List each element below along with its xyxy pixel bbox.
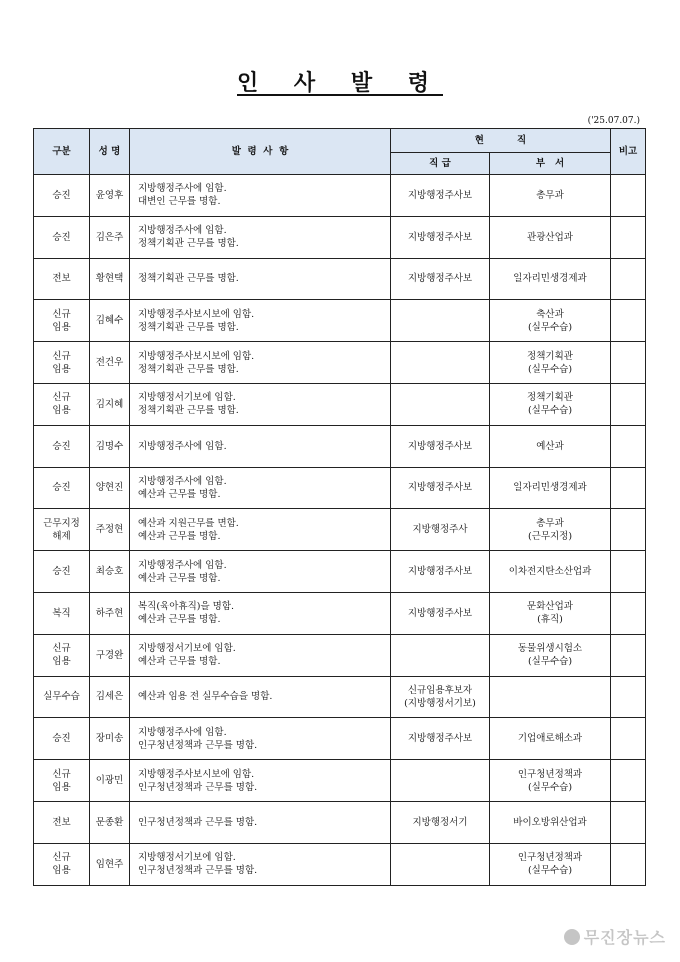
note-cell (611, 383, 646, 425)
note-cell (611, 425, 646, 467)
category-cell: 신규 임용 (34, 634, 90, 676)
department-line: 총무과 (536, 189, 564, 201)
department-cell (490, 509, 611, 551)
order-line: 인구청년정책과 근무를 명함. (138, 865, 258, 877)
rank-cell (391, 300, 490, 342)
name-cell: 전건우 (90, 342, 130, 384)
department-cell (490, 300, 611, 342)
order-line: 지방행정서기보에 임함. (138, 643, 236, 655)
rank-cell (391, 551, 490, 593)
header-department: 부 서 (490, 153, 611, 175)
note-cell (611, 342, 646, 384)
note-cell (611, 760, 646, 802)
department-line: (휴직) (537, 614, 563, 626)
table-row (34, 383, 646, 425)
category-cell: 승진 (34, 425, 90, 467)
rank-line: 지방행정주사보 (407, 440, 473, 452)
department-line: 정책기획관 (527, 350, 573, 362)
note-cell (611, 592, 646, 634)
note-cell (611, 843, 646, 885)
table-row (34, 216, 646, 258)
rank-cell (391, 760, 490, 802)
department-cell (490, 843, 611, 885)
header-rank: 직 급 (391, 153, 490, 175)
order-line: 예산과 임용 전 실무수습을 명함. (138, 691, 273, 703)
order-line: 지방행정주사에 임함. (138, 440, 227, 452)
order-cell (130, 383, 391, 425)
order-cell (130, 175, 391, 217)
department-line: 축산과 (536, 308, 564, 320)
rank-cell (391, 592, 490, 634)
name-cell: 김명수 (90, 425, 130, 467)
table-row (34, 258, 646, 300)
name-cell: 임현주 (90, 843, 130, 885)
category-cell: 승진 (34, 467, 90, 509)
department-line: (실무수습) (527, 405, 573, 417)
order-line: 예산과 근무를 명함. (138, 614, 221, 626)
order-line: 지방행정주사보시보에 임함. (138, 350, 255, 362)
order-line: 예산과 근무를 명함. (138, 656, 221, 668)
department-line: 일자리민생경제과 (513, 273, 587, 285)
name-cell: 구경완 (90, 634, 130, 676)
category-cell: 신규 임용 (34, 843, 90, 885)
category-cell: 신규 임용 (34, 300, 90, 342)
department-line: 관광산업과 (527, 231, 573, 243)
note-cell (611, 509, 646, 551)
order-cell (130, 509, 391, 551)
category-cell: 승진 (34, 175, 90, 217)
order-cell (130, 258, 391, 300)
department-cell (490, 551, 611, 593)
header-note: 비고 (611, 129, 646, 175)
department-line: 정책기획관 (527, 392, 573, 404)
category-cell: 근무지정 해제 (34, 509, 90, 551)
issue-date: ('25.07.07.) (587, 116, 640, 126)
order-line: 지방행정주사보시보에 임함. (138, 308, 255, 320)
order-line: 예산과 지원근무를 면함. (138, 517, 239, 529)
table-row (34, 509, 646, 551)
order-line: 복직(육아휴직)을 명함. (138, 601, 235, 613)
rank-cell (391, 718, 490, 760)
department-line: 바이오방위산업과 (513, 816, 587, 828)
table-row (34, 634, 646, 676)
table-row (34, 551, 646, 593)
order-line: 정책기획관 근무를 명함. (138, 273, 239, 285)
department-cell (490, 383, 611, 425)
department-line: 문화산업과 (527, 601, 573, 613)
department-cell (490, 801, 611, 843)
table-row (34, 801, 646, 843)
order-line: 정책기획관 근무를 명함. (138, 363, 239, 375)
rank-line: 지방행정주사보 (407, 482, 473, 494)
table-row (34, 592, 646, 634)
name-cell: 최승호 (90, 551, 130, 593)
rank-cell (391, 676, 490, 718)
order-line: 지방행정서기보에 임함. (138, 392, 236, 404)
rank-line: 지방행정서기 (412, 816, 468, 828)
note-cell (611, 300, 646, 342)
watermark-text: 무진장뉴스 (583, 928, 666, 947)
order-cell (130, 718, 391, 760)
department-line: 예산과 (536, 440, 564, 452)
order-cell (130, 467, 391, 509)
order-line: 대변인 근무를 명함. (138, 196, 221, 208)
order-cell (130, 551, 391, 593)
header-name: 성 명 (90, 129, 130, 175)
header-order: 발 령 사 항 (130, 129, 391, 175)
department-line: (실무수습) (527, 781, 573, 793)
table-row (34, 342, 646, 384)
category-cell: 신규 임용 (34, 342, 90, 384)
rank-line: (지방행정서기보) (404, 697, 476, 709)
note-cell (611, 467, 646, 509)
rank-cell (391, 216, 490, 258)
order-cell (130, 300, 391, 342)
department-cell (490, 342, 611, 384)
table-row (34, 760, 646, 802)
department-cell (490, 258, 611, 300)
category-cell: 승진 (34, 718, 90, 760)
note-cell (611, 801, 646, 843)
personnel-order-table (33, 128, 646, 886)
department-cell (490, 216, 611, 258)
department-line: (실무수습) (527, 865, 573, 877)
department-cell (490, 467, 611, 509)
page-title (0, 66, 680, 97)
rank-line: 지방행정주사보 (407, 231, 473, 243)
note-cell (611, 676, 646, 718)
name-cell: 주정현 (90, 509, 130, 551)
department-line: 동물위생시험소 (517, 643, 583, 655)
category-cell: 복직 (34, 592, 90, 634)
department-cell (490, 676, 611, 718)
rank-line: 지방행정주사보 (407, 733, 473, 745)
watermark (564, 925, 666, 948)
name-cell: 김은주 (90, 216, 130, 258)
note-cell (611, 216, 646, 258)
order-line: 지방행정주사에 임함. (138, 559, 227, 571)
order-line: 지방행정주사에 임함. (138, 225, 227, 237)
order-line: 예산과 근무를 명함. (138, 488, 221, 500)
rank-line: 지방행정주사보 (407, 607, 473, 619)
department-cell (490, 425, 611, 467)
name-cell: 양현진 (90, 467, 130, 509)
category-cell: 승진 (34, 216, 90, 258)
table-row (34, 843, 646, 885)
rank-cell (391, 425, 490, 467)
department-cell (490, 634, 611, 676)
name-cell: 문종환 (90, 801, 130, 843)
rank-line: 지방행정주사보 (407, 189, 473, 201)
name-cell: 장미송 (90, 718, 130, 760)
department-line: 기업애로해소과 (517, 733, 583, 745)
order-line: 지방행정주사에 임함. (138, 475, 227, 487)
rank-cell (391, 634, 490, 676)
order-line: 정책기획관 근무를 명함. (138, 405, 239, 417)
order-line: 인구청년정책과 근무를 명함. (138, 816, 258, 828)
order-cell (130, 342, 391, 384)
header-current: 현 직 (391, 129, 611, 153)
order-line: 정책기획관 근무를 명함. (138, 238, 239, 250)
category-cell: 전보 (34, 801, 90, 843)
department-line: (근무지정) (527, 530, 573, 542)
category-cell: 전보 (34, 258, 90, 300)
department-line: 총무과 (536, 517, 564, 529)
table-row (34, 425, 646, 467)
rank-line: 신규임용후보자 (407, 684, 473, 696)
department-line: 인구청년정책과 (517, 768, 583, 780)
order-line: 예산과 근무를 명함. (138, 572, 221, 584)
department-line: 인구청년정책과 (517, 852, 583, 864)
rank-line: 지방행정주사보 (407, 273, 473, 285)
rank-cell (391, 843, 490, 885)
table-row (34, 467, 646, 509)
name-cell: 이광민 (90, 760, 130, 802)
department-line: 일자리민생경제과 (513, 482, 587, 494)
department-cell (490, 592, 611, 634)
watermark-logo-icon (564, 929, 580, 945)
rank-line: 지방행정주사 (412, 524, 468, 536)
name-cell: 김지혜 (90, 383, 130, 425)
name-cell: 김세은 (90, 676, 130, 718)
department-cell (490, 175, 611, 217)
order-line: 인구청년정책과 근무를 명함. (138, 739, 258, 751)
rank-cell (391, 801, 490, 843)
order-cell (130, 801, 391, 843)
order-line: 지방행정주사에 임함. (138, 726, 227, 738)
order-cell (130, 425, 391, 467)
category-cell: 신규 임용 (34, 760, 90, 802)
name-cell: 황현택 (90, 258, 130, 300)
table-row (34, 676, 646, 718)
table-row (34, 300, 646, 342)
rank-cell (391, 342, 490, 384)
department-line: (실무수습) (527, 363, 573, 375)
rank-cell (391, 258, 490, 300)
note-cell (611, 551, 646, 593)
note-cell (611, 634, 646, 676)
header-category: 구분 (34, 129, 90, 175)
order-cell (130, 676, 391, 718)
order-cell (130, 634, 391, 676)
department-line: (실무수습) (527, 656, 573, 668)
order-line: 인구청년정책과 근무를 명함. (138, 781, 258, 793)
department-line: (실무수습) (527, 321, 573, 333)
category-cell: 실무수습 (34, 676, 90, 718)
order-cell (130, 843, 391, 885)
category-cell: 승진 (34, 551, 90, 593)
department-cell (490, 718, 611, 760)
department-cell (490, 760, 611, 802)
order-cell (130, 592, 391, 634)
name-cell: 윤영후 (90, 175, 130, 217)
rank-cell (391, 467, 490, 509)
note-cell (611, 718, 646, 760)
page-title-text: 인 사 발 령 (237, 70, 443, 96)
note-cell (611, 258, 646, 300)
rank-cell (391, 383, 490, 425)
rank-cell (391, 509, 490, 551)
rank-cell (391, 175, 490, 217)
note-cell (611, 175, 646, 217)
department-line: 이차전지탄소산업과 (508, 566, 592, 578)
order-cell (130, 216, 391, 258)
rank-line: 지방행정주사보 (407, 566, 473, 578)
category-cell: 신규 임용 (34, 383, 90, 425)
order-line: 지방행정서기보에 임함. (138, 852, 236, 864)
order-line: 지방행정주사에 임함. (138, 183, 227, 195)
table-row (34, 718, 646, 760)
name-cell: 김혜수 (90, 300, 130, 342)
order-line: 정책기획관 근무를 명함. (138, 321, 239, 333)
order-cell (130, 760, 391, 802)
order-line: 예산과 근무를 명함. (138, 530, 221, 542)
order-line: 지방행정주사보시보에 임함. (138, 768, 255, 780)
table-row (34, 175, 646, 217)
name-cell: 하주현 (90, 592, 130, 634)
